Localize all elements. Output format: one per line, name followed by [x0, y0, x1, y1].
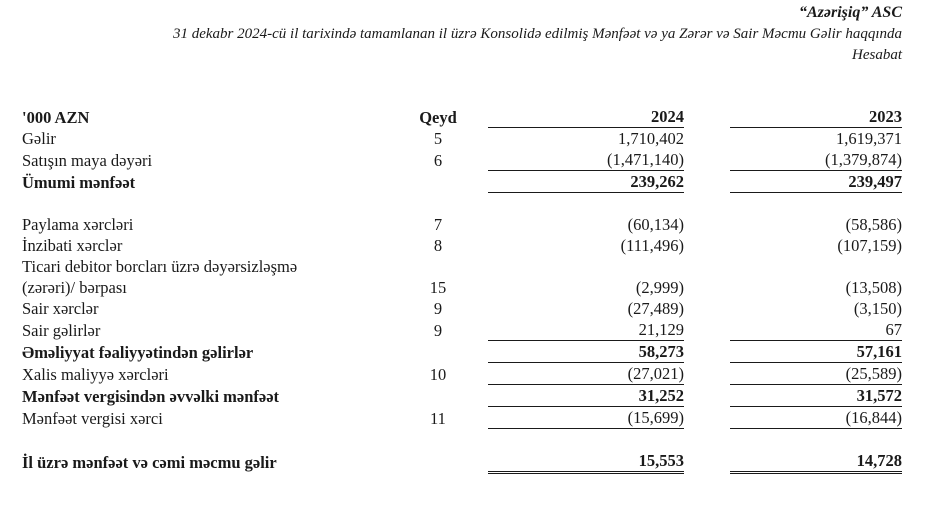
row-value-2024: (111,496)	[620, 236, 684, 255]
row-value-2024: (60,134)	[627, 215, 684, 234]
table-row	[22, 235, 902, 256]
row-value-2024: 239,262	[488, 171, 684, 193]
table-row	[22, 214, 902, 235]
row-value-2024: (1,471,140)	[488, 149, 684, 171]
row-value-2023: 14,728	[730, 450, 902, 473]
row-note	[414, 385, 462, 407]
table-header-row	[22, 106, 902, 128]
row-label: Mənfəət vergisindən əvvəlki mənfəət	[22, 386, 280, 406]
row-note: 5	[433, 129, 443, 148]
row-note	[414, 341, 462, 363]
row-note: 11	[430, 408, 446, 428]
row-label: Sair gəlirlər	[22, 320, 101, 340]
row-value-2024: (27,021)	[488, 363, 684, 385]
report-title-line1: 31 dekabr 2024-cü il tarixində tamamlanan il üzrə Konsolidə edilmiş Mənfəət və ya Zərər və Sair Məcmu Gəlir haqqında	[172, 26, 902, 42]
row-value-2023: (58,586)	[845, 215, 902, 234]
row-label: Əməliyyat fəaliyyətindən gəlirlər	[22, 342, 254, 362]
row-label: Satışın maya dəyəri	[22, 150, 153, 170]
income-statement-table	[22, 106, 902, 474]
company-name: “Azərişiq” ASC	[799, 4, 902, 21]
row-value-2024: (2,999)	[635, 278, 684, 297]
currency-unit-header: '000 AZN	[22, 107, 90, 127]
row-value-2024: (27,489)	[627, 299, 684, 318]
table-row	[22, 128, 902, 150]
row-label: Mənfəət vergisi xərci	[22, 408, 163, 428]
row-value-2023: (107,159)	[837, 236, 902, 255]
row-note: 7	[433, 215, 443, 234]
row-label: İl üzrə mənfəət və cəmi məcmu gəlir	[22, 452, 277, 472]
row-value-2023: 57,161	[730, 341, 902, 363]
row-note: 8	[433, 236, 443, 255]
table-row-subtotal	[22, 171, 902, 193]
row-value-2023: (1,379,874)	[730, 149, 902, 171]
table-row-subtotal	[22, 341, 902, 363]
row-note	[414, 171, 462, 193]
table-row	[22, 363, 902, 385]
row-value-2024: (15,699)	[488, 407, 684, 429]
row-label: Sair xərclər	[22, 299, 99, 318]
note-header: Qeyd	[419, 107, 457, 127]
row-value-2023: 239,497	[730, 171, 902, 193]
table-row	[22, 319, 902, 341]
row-value-2023: (3,150)	[853, 299, 902, 318]
row-label: İnzibati xərclər	[22, 236, 123, 255]
row-value-2024: 15,553	[488, 450, 684, 473]
table-row	[22, 407, 902, 429]
row-value-2023: 67	[730, 319, 902, 341]
row-value-2023: (13,508)	[845, 278, 902, 297]
row-value-2024: 1,710,402	[618, 129, 684, 148]
row-value-2023: 31,572	[730, 385, 902, 407]
report-title-line2: Hesabat	[852, 47, 902, 63]
row-note: 10	[429, 364, 447, 384]
table-row	[22, 149, 902, 171]
year-2023-header: 2023	[730, 106, 902, 128]
table-row	[22, 298, 902, 319]
row-note: 9	[433, 320, 443, 340]
row-value-2023: (25,589)	[730, 363, 902, 385]
row-note	[414, 450, 462, 473]
table-row-subtotal	[22, 385, 902, 407]
row-label: Gəlir	[22, 129, 56, 148]
row-label: Paylama xərcləri	[22, 215, 134, 234]
row-note: 15	[429, 278, 447, 297]
table-row-total	[22, 450, 902, 473]
row-value-2024: 31,252	[488, 385, 684, 407]
row-value-2024: 21,129	[488, 319, 684, 341]
row-note: 9	[433, 299, 443, 318]
table-row	[22, 256, 902, 277]
row-value-2023: (16,844)	[730, 407, 902, 429]
report-title	[0, 24, 902, 66]
table-row	[22, 277, 902, 298]
row-label: Ümumi mənfəət	[22, 172, 136, 192]
row-value-2024: 58,273	[488, 341, 684, 363]
row-label-continued: (zərəri)/ bərpası	[22, 278, 127, 297]
row-label: Ticari debitor borcları üzrə dəyərsizləşmə	[22, 257, 298, 276]
year-2024-header: 2024	[488, 106, 684, 128]
row-value-2023: 1,619,371	[836, 129, 902, 148]
row-label: Xalis maliyyə xərcləri	[22, 364, 169, 384]
row-note: 6	[433, 150, 443, 170]
